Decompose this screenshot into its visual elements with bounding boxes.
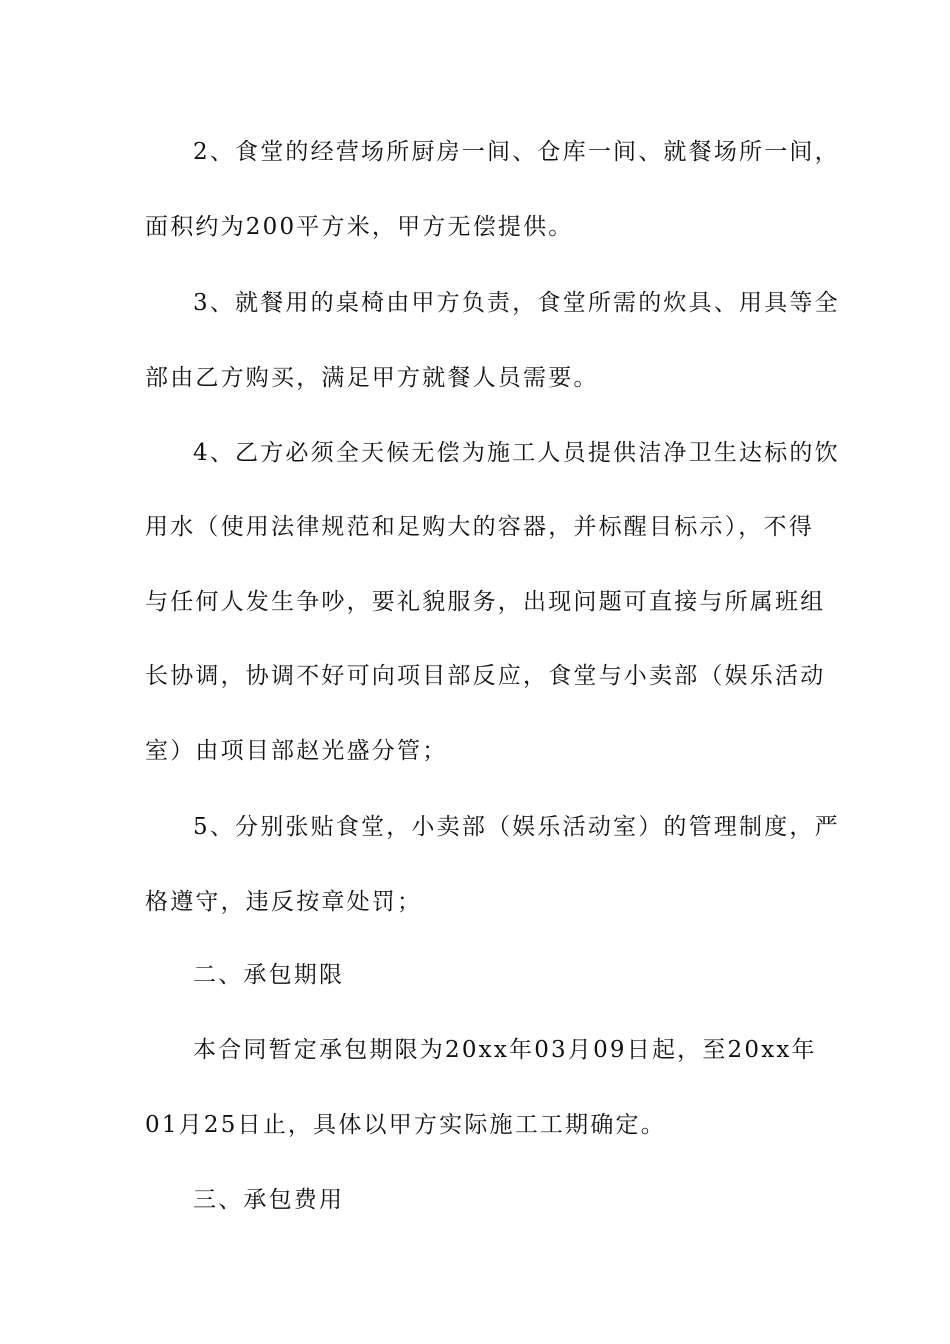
paragraph-line: 3、就餐用的桌椅由甲方负责，食堂所需的炊具、用具等全 bbox=[193, 290, 840, 316]
paragraph-line: 01月25日止，具体以甲方实际施工工期确定。 bbox=[145, 1112, 666, 1138]
paragraph-line: 2、食堂的经营场所厨房一间、仓库一间、就餐场所一间， bbox=[193, 139, 840, 165]
paragraph-line: 长协调，协调不好可向项目部反应，食堂与小卖部（娱乐活动 bbox=[145, 663, 826, 689]
paragraph-line: 部由乙方购买，满足甲方就餐人员需要。 bbox=[145, 365, 599, 391]
section-heading: 二、承包期限 bbox=[193, 962, 345, 988]
section-heading: 三、承包费用 bbox=[193, 1187, 345, 1213]
paragraph-line: 格遵守，违反按章处罚； bbox=[145, 889, 423, 915]
paragraph-line: 室）由项目部赵光盛分管； bbox=[145, 738, 448, 764]
paragraph-line: 5、分别张贴食堂，小卖部（娱乐活动室）的管理制度，严 bbox=[193, 814, 840, 840]
paragraph-line: 与任何人发生争吵，要礼貌服务，出现问题可直接与所属班组 bbox=[145, 589, 826, 615]
paragraph-line: 本合同暂定承包期限为20xx年03月09日起，至20xx年 bbox=[193, 1037, 817, 1063]
paragraph-line: 用水（使用法律规范和足购大的容器，并标醒目标示），不得 bbox=[145, 514, 814, 540]
paragraph-line: 面积约为200平方米，甲方无偿提供。 bbox=[145, 214, 574, 240]
paragraph-line: 4、乙方必须全天候无偿为施工人员提供洁净卫生达标的饮 bbox=[193, 440, 840, 466]
